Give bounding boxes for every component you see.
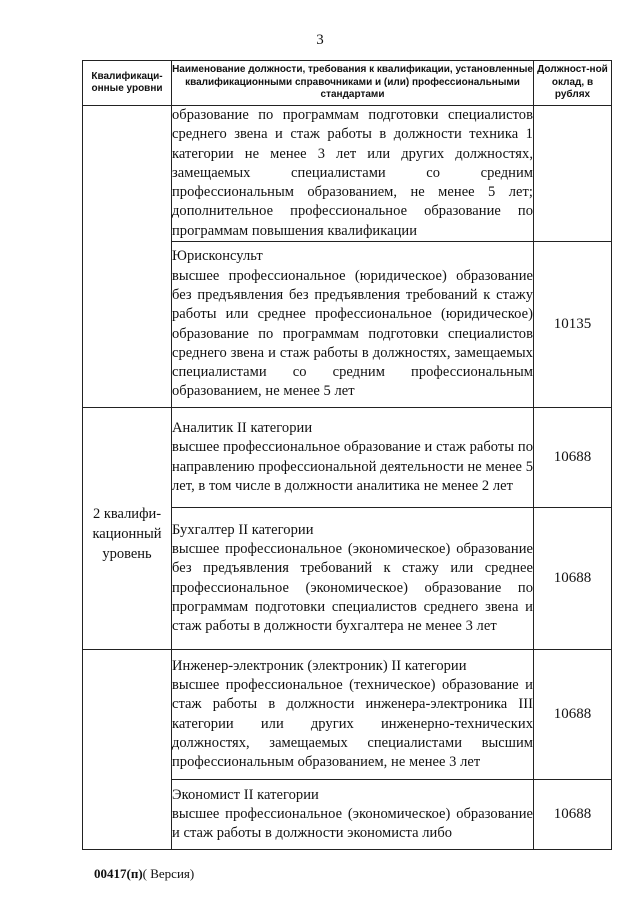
salary-cell	[534, 106, 612, 242]
document-code: 00417(п)	[94, 866, 143, 881]
position-title: Бухгалтер II категории	[172, 521, 314, 538]
position-requirements: высшее профессиональное (юридическое) образование без предъявления без предъявления требований к стажу работы или среднее профессиональное (юридическое) образование по программам подготовки специалистов среднего звена и стаж работы в должностях, замещаемых специалистами со средним профессиональным образованием, не менее 5 лет	[172, 267, 533, 400]
page-number: 3	[316, 32, 324, 48]
table-row	[83, 408, 612, 508]
position-title: Экономист II категории	[172, 786, 319, 803]
salary-cell: 10688	[534, 650, 612, 780]
position-cell	[172, 106, 534, 242]
header-level: Квалификаци-онные уровни	[83, 61, 172, 106]
level-label	[83, 745, 171, 755]
table-row	[83, 650, 612, 780]
level-label: 2 квалифи-кационный уровень	[92, 505, 162, 562]
position-cell	[172, 780, 534, 850]
position-cell	[172, 408, 534, 508]
position-title: Юрисконсульт	[172, 248, 263, 265]
position-cell	[172, 650, 534, 780]
salary-cell: 10688	[534, 508, 612, 650]
position-title: Аналитик II категории	[172, 419, 313, 436]
position-title: Инженер-электроник (электроник) II категории	[172, 657, 467, 674]
table-row	[83, 106, 612, 242]
document-version: ( Версия)	[142, 866, 195, 881]
position-requirements: образование по программам подготовки специалистов среднего звена и стаж работы в должности техника 1 категории не менее 3 лет или других должностях, замещаемых специалистами со средним профессиональным образованием, не менее 5 лет; дополнительное профессиональное образование по программам повышения квалификации	[172, 107, 533, 239]
document-footer	[94, 866, 194, 882]
position-requirements: высшее профессиональное (техническое) образование и стаж работы в должности инженера-электроника III категории или других инженерно-технических должностях, замещаемых специалистами высшим профессиональным образованием, не менее 3 лет	[172, 676, 533, 771]
table-header-row	[83, 61, 612, 106]
position-requirements: высшее профессиональное (экономическое) образование без предъявления требований к стажу или среднее профессиональное (экономическое) образование по программам подготовки специалистов среднего звена и стаж работы в должности бухгалтера не менее 3 лет	[172, 540, 533, 635]
salary-cell: 10688	[534, 408, 612, 508]
salary-cell: 10688	[534, 780, 612, 850]
level-cell	[83, 408, 172, 650]
level-cell	[83, 650, 172, 850]
position-requirements: высшее профессиональное образование и стаж работы по направлению профессиональной деятельности не менее 5 лет, в том числе в должности аналитика не менее 2 лет	[172, 439, 533, 494]
salary-cell: 10135	[534, 242, 612, 408]
position-cell	[172, 508, 534, 650]
header-salary: Должност-ной оклад, в рублях	[534, 61, 612, 106]
position-requirements: высшее профессиональное (экономическое) образование и стаж работы в должности экономиста либо	[172, 805, 533, 842]
level-label	[83, 252, 171, 262]
position-cell	[172, 242, 534, 408]
header-position: Наименование должности, требования к квалификации, установленные квалификационными справочниками и (или) профессиональными стандартами	[172, 61, 534, 106]
qualification-table	[82, 60, 612, 850]
level-cell	[83, 106, 172, 408]
